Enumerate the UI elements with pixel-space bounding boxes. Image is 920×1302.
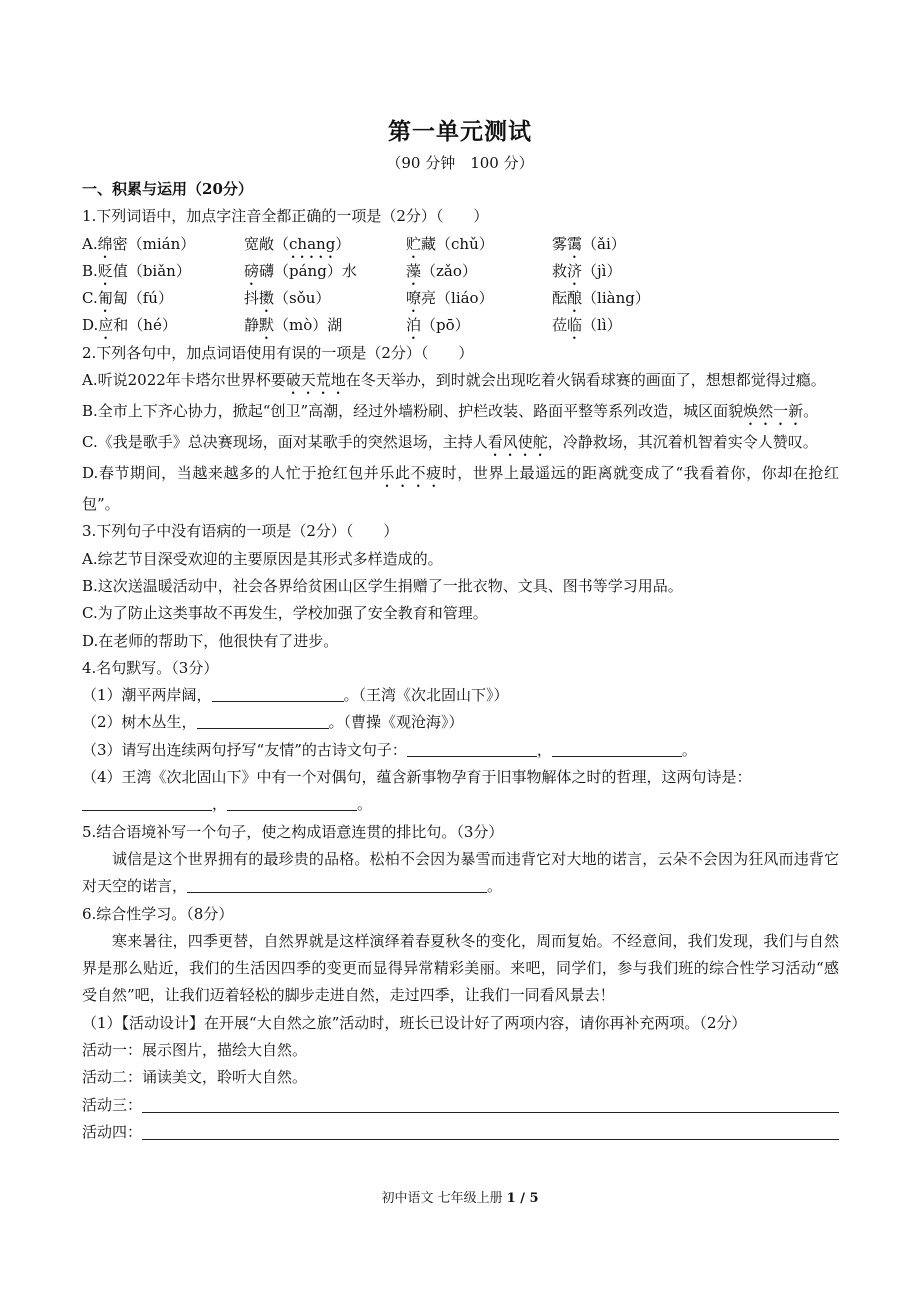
answer-blank[interactable] [187, 875, 487, 893]
page-footer: 初中语文 七年级上册 1 / 5 [381, 1191, 539, 1206]
option-word: B.贬值（biǎn） [82, 261, 191, 280]
question-1-option-row [82, 258, 839, 285]
question-6-passage: 寒来暑往，四季更替，自然界就是这样演绎着春夏秋冬的变化，周而复始。不经意间，我们发现，我们与自然界是那么贴近，我们的生活因四季的变更而显得异常精彩美丽。来吧，同学们，参与我们班的综合性学习活动“感受自然”吧，让我们迈着轻松的脚步走进自然，走过四季，让我们一同看风景去！ [82, 931, 839, 1005]
question-6-sub-1: （1）【活动设计】在开展“大自然之旅”活动时，班长已设计好了两项内容，请你再补充两项。（2分） [82, 1013, 747, 1032]
option-word: 泊（pō） [406, 316, 470, 335]
question-2-option-d: D.春节期间，当越来越多的人忙于抢红包并乐此不疲时，世界上最遥远的距离就变成了“我看着你，你却在抢红包”。 [82, 464, 839, 514]
question-4-stem: 4.名句默写。（3分） [82, 658, 219, 677]
option-word: C.匍匐（fú） [82, 289, 173, 308]
question-1-option-row [82, 285, 839, 312]
page-title: 第一单元测试 [388, 119, 532, 145]
question-1-option-row [82, 231, 839, 258]
question-2-option-a: A.听说2022年卡塔尔世界杯要破天荒地在冬天举办，到时就会出现吃着火锅看球赛的画面了，想想都觉得过瘾。 [82, 371, 826, 390]
option-word: 磅礴（páng）水 [244, 261, 357, 280]
question-6-stem: 6.综合性学习。（8分） [82, 904, 234, 923]
option-word: 酝酿（liàng） [552, 289, 650, 308]
answer-blank[interactable] [407, 739, 537, 757]
option-word: 静默（mò）湖 [244, 316, 343, 335]
question-2-option-c: C.《我是歌手》总决赛现场，面对某歌手的突然退场，主持人看风使舵，冷静救场，其沉着机智着实令人赞叹。 [82, 433, 818, 452]
answer-line[interactable] [142, 1094, 839, 1113]
option-word: 嘹亮（liáo） [406, 289, 494, 308]
exam-content [82, 176, 839, 1146]
question-4-item-4: （4）王湾《次北固山下》中有一个对偶句，蕴含新事物孕育于旧事物解体之时的哲理，这两句诗是： [82, 768, 752, 787]
question-5-text: 诚信是这个世界拥有的最珍贵的品格。松柏不会因为暴雪而违背它对大地的诺言，云朵不会因为狂风而违背它对天空的诺言， 。 [82, 849, 839, 896]
option-word: A.绵密（mián） [82, 234, 196, 253]
activity-1: 活动一：展示图片，描绘大自然。 [82, 1041, 308, 1060]
option-word: 宽敞（chang） [244, 234, 351, 253]
question-1-options [82, 231, 839, 340]
question-3-option-b: B.这次送温暖活动中，社会各界给贫困山区学生捐赠了一批衣物、文具、图书等学习用品。 [82, 576, 683, 595]
option-word: D.应和（hé） [82, 316, 177, 335]
answer-blank[interactable] [227, 793, 357, 811]
page-number: 1 / 5 [506, 1191, 539, 1206]
option-word: 雾霭（ǎi） [552, 234, 626, 253]
option-word: 救济（jì） [552, 261, 622, 280]
question-3-option-d: D.在老师的帮助下，他很快有了进步。 [82, 631, 339, 650]
question-3-option-c: C.为了防止这类事故不再发生，学校加强了安全教育和管理。 [82, 604, 488, 623]
activity-3: 活动三： [82, 1092, 839, 1119]
question-2-stem: 2.下列各句中，加点词语使用有误的一项是（2分）（ ） [82, 343, 474, 362]
question-5-stem: 5.结合语境补写一个句子，使之构成语意连贯的排比句。（3分） [82, 822, 504, 841]
answer-blank[interactable] [197, 711, 329, 729]
question-3-stem: 3.下列句子中没有语病的一项是（2分）（ ） [82, 522, 399, 541]
section-heading: 一、积累与运用（20分） [82, 180, 253, 198]
question-4-item-3: （3）请写出连续两句抒写“友情”的古诗文句子： ， 。 [82, 740, 697, 759]
answer-blank[interactable] [552, 739, 682, 757]
answer-blank[interactable] [82, 793, 212, 811]
answer-line[interactable] [142, 1121, 839, 1140]
option-word: 贮藏（chǔ） [406, 234, 494, 253]
activity-2: 活动二：诵读美文，聆听大自然。 [82, 1068, 308, 1087]
exam-duration-score: （90 分钟 100 分） [386, 154, 534, 172]
option-word: 抖擞（sǒu） [244, 289, 331, 308]
activity-4: 活动四： [82, 1119, 839, 1146]
question-2-option-b: B.全市上下齐心协力，掀起“创卫”高潮，经过外墙粉刷、护栏改装、路面平整等系列改造，城区面貌焕然一新。 [82, 402, 819, 421]
question-3-option-a: A.综艺节目深受欢迎的主要原因是其形式多样造成的。 [82, 549, 443, 568]
option-word: 藻（zǎo） [406, 261, 477, 280]
question-4-item-4-answer: ， 。 [82, 791, 839, 818]
option-word: 莅临（lì） [552, 316, 622, 335]
question-4-item-2: （2）树木丛生， 。（曹操《观沧海》） [82, 713, 464, 732]
question-1-stem: 1.下列词语中，加点字注音全都正确的一项是（2分）（ ） [82, 207, 489, 226]
question-1-option-row [82, 312, 839, 339]
answer-blank[interactable] [212, 684, 344, 702]
question-4-item-1: （1）潮平两岸阔， 。（王湾《次北固山下》） [82, 686, 509, 705]
watermark: n.com.cn [520, 598, 686, 639]
